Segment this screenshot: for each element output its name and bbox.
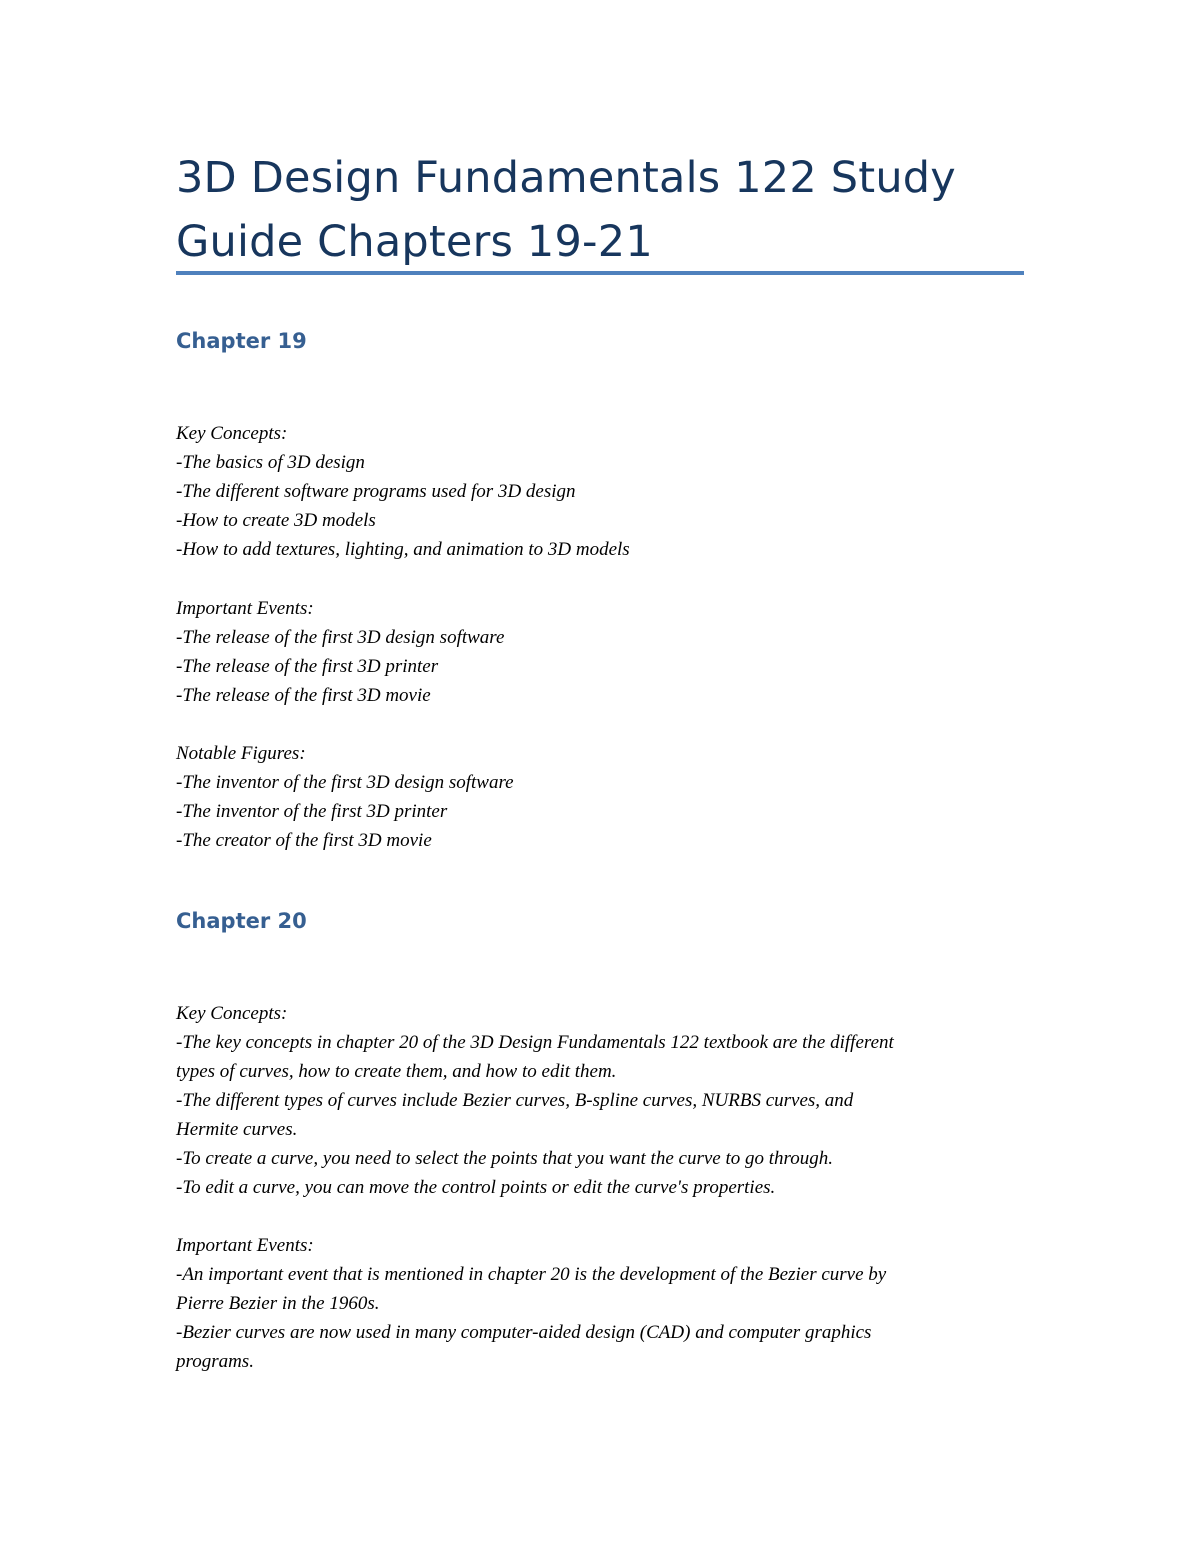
paragraph-line: Hermite curves. (176, 1119, 298, 1140)
paragraph-line: programs. (176, 1351, 254, 1372)
notable-figures-label: Notable Figures: (176, 743, 306, 764)
paragraph-line: types of curves, how to create them, and how to edit them. (176, 1061, 617, 1082)
list-item: -The creator of the first 3D movie (176, 830, 432, 851)
chapter-19-notable-figures (176, 739, 1024, 855)
chapter-19-heading: Chapter 19 (176, 329, 307, 353)
paragraph-line: -The different types of curves include Bezier curves, B-spline curves, NURBS curves, and (176, 1090, 854, 1111)
title-underline-rule (176, 271, 1024, 275)
document-title (176, 146, 1036, 274)
list-item: -The release of the first 3D movie (176, 685, 431, 706)
chapter-20-important-events (176, 1231, 1024, 1376)
chapter-20-key-concepts (176, 999, 1024, 1202)
list-item: -How to create 3D models (176, 510, 376, 531)
important-events-label: Important Events: (176, 1235, 314, 1256)
list-item: -The release of the first 3D design software (176, 627, 505, 648)
key-concepts-label: Key Concepts: (176, 1003, 288, 1024)
chapter-19-key-concepts (176, 419, 1024, 564)
chapter-20-heading: Chapter 20 (176, 909, 307, 933)
list-item: -The basics of 3D design (176, 452, 365, 473)
list-item: -The inventor of the first 3D design software (176, 772, 514, 793)
key-concepts-label: Key Concepts: (176, 423, 288, 444)
list-item: -How to add textures, lighting, and animation to 3D models (176, 539, 630, 560)
list-item: -The inventor of the first 3D printer (176, 801, 448, 822)
important-events-label: Important Events: (176, 598, 314, 619)
paragraph-line: -To create a curve, you need to select the points that you want the curve to go through. (176, 1148, 833, 1169)
paragraph-line: -Bezier curves are now used in many computer-aided design (CAD) and computer graphics (176, 1322, 872, 1343)
list-item: -The release of the first 3D printer (176, 656, 439, 677)
paragraph-line: Pierre Bezier in the 1960s. (176, 1293, 380, 1314)
document-title-line-1: 3D Design Fundamentals 122 Study (176, 153, 956, 203)
paragraph-line: -The key concepts in chapter 20 of the 3D Design Fundamentals 122 textbook are the different (176, 1032, 894, 1053)
paragraph-line: -An important event that is mentioned in chapter 20 is the development of the Bezier curve by (176, 1264, 887, 1285)
paragraph-line: -To edit a curve, you can move the control points or edit the curve's properties. (176, 1177, 776, 1198)
chapter-19-important-events (176, 594, 1024, 710)
document-title-line-2: Guide Chapters 19-21 (176, 217, 653, 267)
list-item: -The different software programs used for 3D design (176, 481, 576, 502)
